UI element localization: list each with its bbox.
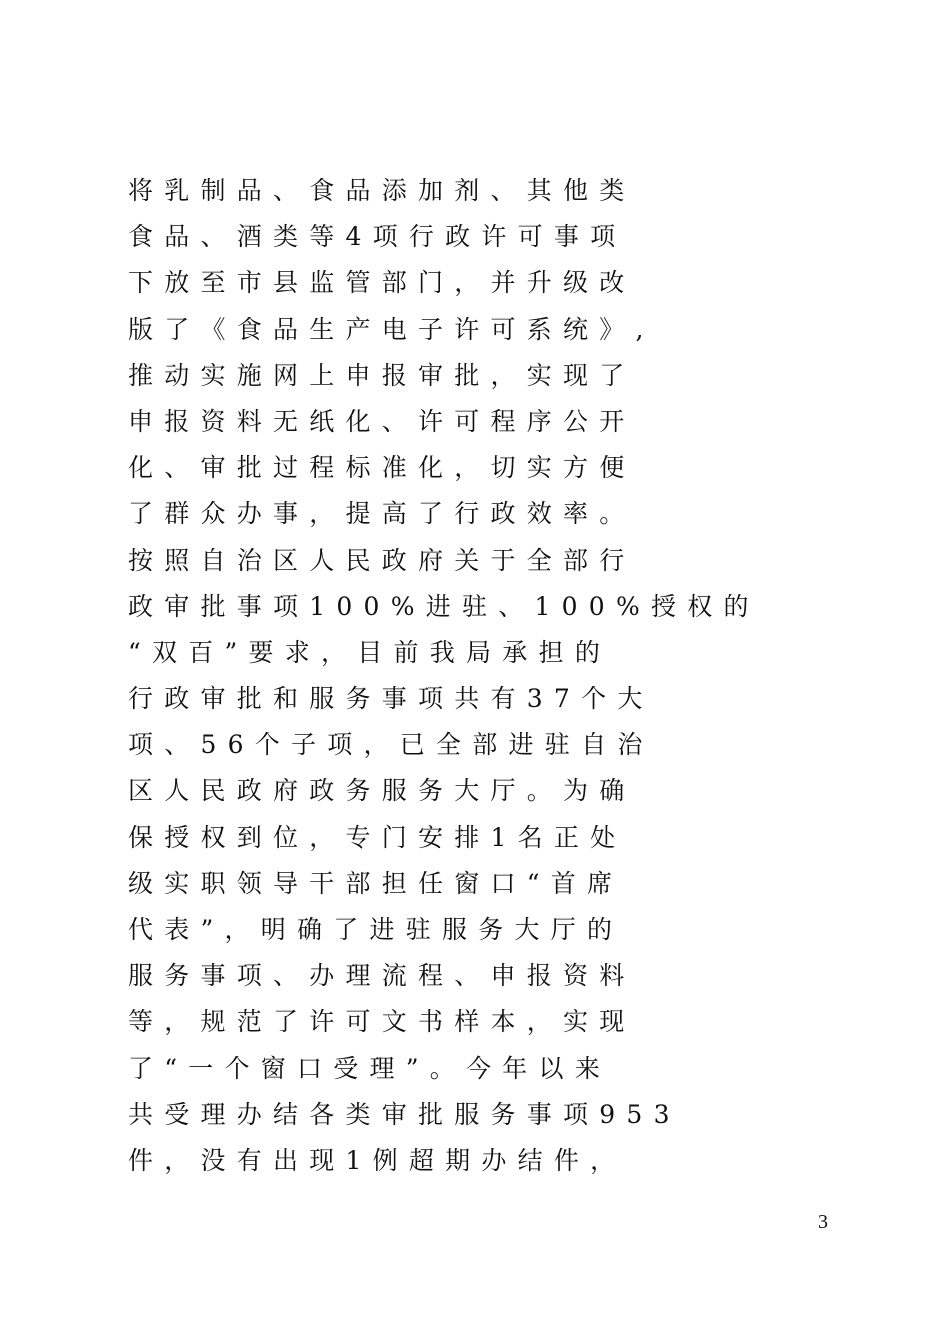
text-line-19: 等，规范了许可文书样本，实现 (128, 1007, 636, 1037)
text-line-14: 区人民政府政务服务大厅。为确 (128, 776, 636, 806)
text-line-11: “双百”要求，目前我局承担的 (128, 637, 612, 667)
text-line-9: 按照自治区人民政府关于全部行 (128, 545, 636, 575)
text-line-17: 代表”，明确了进驻服务大厅的 (128, 915, 624, 944)
text-line-21: 共受理办结各类审批服务事项953 (128, 1099, 681, 1129)
text-line-7: 化、审批过程标准化，切实方便 (128, 453, 636, 483)
text-line-15: 保授权到位，专门安排1名正处 (128, 822, 627, 852)
text-line-3: 下放至市县监管部门，并升级改 (128, 268, 636, 298)
text-line-8: 了群众办事，提高了行政效率。 (128, 499, 636, 529)
text-line-18: 服务事项、办理流程、申报资料 (128, 961, 636, 991)
text-line-16: 级实职领导干部担任窗口“首席 (128, 868, 624, 898)
text-line-13: 项、56个子项，已全部进驻自治 (128, 730, 654, 760)
text-line-10: 政审批事项100%进驻、100%授权的 (128, 591, 760, 621)
text-line-4: 版了《食品生产电子许可系统》, (128, 314, 655, 344)
text-line-6: 申报资料无纸化、许可程序公开 (128, 406, 636, 436)
text-line-1: 将乳制品、食品添加剂、其他类 (128, 176, 636, 205)
body-text (128, 168, 828, 1184)
text-line-2: 食品、酒类等4项行政许可事项 (128, 222, 627, 252)
text-line-5: 推动实施网上申报审批，实现了 (128, 360, 636, 390)
text-line-20: 了“一个窗口受理”。今年以来 (128, 1053, 612, 1083)
text-line-22: 件，没有出现1例超期办结件， (128, 1145, 627, 1175)
text-line-12: 行政审批和服务事项共有37个大 (128, 684, 654, 714)
page-number: 3 (818, 1211, 828, 1233)
